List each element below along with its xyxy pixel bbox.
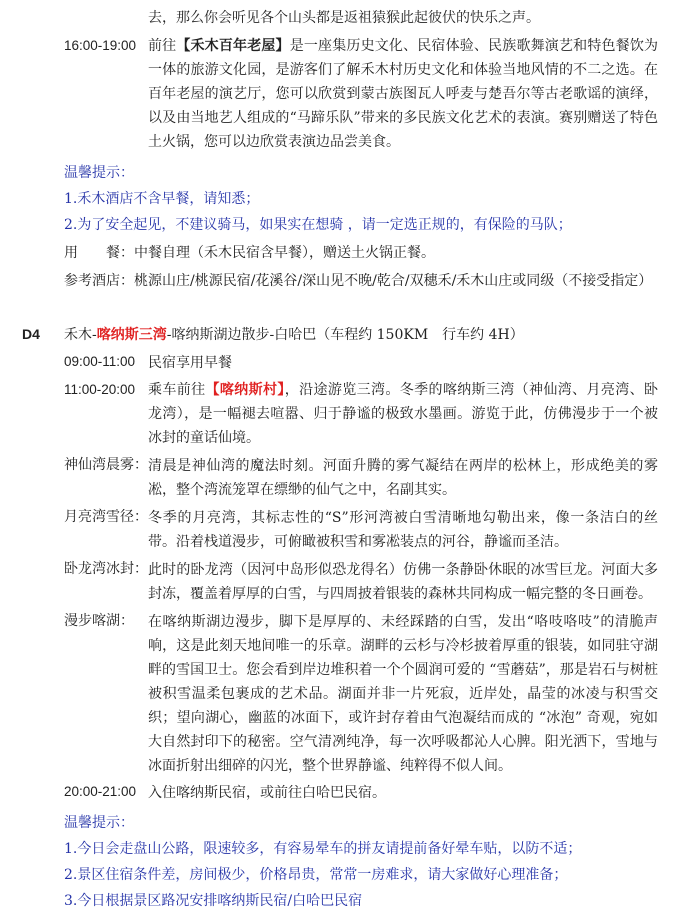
time-label: 11:00-20:00 — [64, 382, 136, 397]
spot-label: 月亮湾雪径： — [64, 509, 148, 525]
meal-label: 用 餐： — [64, 245, 134, 261]
itinerary-paragraph — [148, 34, 658, 154]
tip-item: 1.禾木酒店不含早餐，请知悉； — [64, 191, 260, 207]
para-post: 是一座集历史文化、民宿体验、民族歌舞演艺和特色餐饮为一体的旅游文化园，是游客们了解禾木村历史文化和体验当地风情的不二之选。在百年老屋的演艺厅，您可以欣赏到蒙古族图瓦人呼麦与楚吾尔等古老歌谣的演绎，以及由当地艺人组成的“马蹄乐队”带来的多民族文化艺术的表演。赛别赠送了特色土火锅，您可以边欣赏表演边品尝美食。 — [148, 38, 659, 150]
meal-text: 中餐自理（禾木民宿含早餐），赠送土火锅正餐。 — [134, 245, 435, 261]
hotel-text: 桃源山庄/桃源民宿/花溪谷/深山见不晚/乾合/双穗禾/禾木山庄或同级（不接受指定） — [134, 273, 653, 289]
tip-item: 2.景区住宿条件差，房间极少，价格昂贵，常常一房难求，请大家做好心理准备； — [64, 867, 568, 883]
para-pre: 前往 — [148, 38, 177, 54]
spot-label: 漫步喀湖： — [64, 613, 134, 629]
itinerary-paragraph — [148, 378, 658, 450]
day-route — [64, 324, 524, 344]
route-highlight: 喀纳斯三湾 — [96, 327, 167, 343]
schedule-text: 民宿享用早餐 — [148, 355, 232, 371]
tips-title: 温馨提示： — [64, 165, 134, 181]
spot-text: 在喀纳斯湖边漫步，脚下是厚厚的、未经踩踏的白雪，发出“咯吱咯吱”的清脆声响，这是此刻天地间唯一的乐章。湖畔的云杉与冷杉披着厚重的银装，如同驻守湖畔的雪国卫士。您会看到岸边堆积着一个个圆润可爱的 “雪蘑菇”，那是岩石与树桩被积雪温柔包裹成的艺术品。湖面并非一片死寂，近岸处，晶莹的冰凌与积雪交织；望向湖心，幽蓝的冰面下，或许封存着由气泡凝结而成的 “冰泡” 奇观，宛如大自然封印下的秘密。空气清冽纯净，每一次呼吸都沁人心脾。阳光洒下，雪地与冰面折射出细碎的闪光，整个世界静谧、纯粹得不似人间。 — [148, 614, 658, 774]
time-label: 09:00-11:00 — [64, 354, 136, 369]
spot-text: 冬季的月亮湾，其标志性的“S”形河湾被白雪清晰地勾勒出来，像一条洁白的丝带。沿着栈道漫步，可俯瞰被积雪和雾凇装点的河谷，静谧而圣洁。 — [148, 510, 658, 550]
tips-title: 温馨提示： — [64, 815, 134, 831]
day-label: D4 — [22, 326, 40, 342]
time-label: 20:00-21:00 — [64, 784, 137, 799]
highlight-venue: 【禾木百年老屋】 — [176, 38, 290, 54]
tip-item: 2.为了安全起见，不建议骑马，如果实在想骑 ，请一定选正规的，有保险的马队； — [64, 217, 572, 233]
spot-text: 清晨是神仙湾的魔法时刻。河面升腾的雾气凝结在两岸的松林上，形成绝美的雾凇，整个湾流笼罩在缥缈的仙气之中，名副其实。 — [148, 458, 658, 498]
route-pre: 禾木- — [64, 327, 97, 343]
text-line: 去，那么你会听见各个山头都是返祖猿猴此起彼伏的快乐之声。 — [148, 10, 540, 26]
time-label: 16:00-19:00 — [64, 38, 137, 53]
tip-item: 3.今日根据景区路况安排喀纳斯民宿/白哈巴民宿 — [64, 893, 363, 909]
highlight-village: 【喀纳斯村】 — [205, 382, 285, 398]
spot-label: 卧龙湾冰封： — [64, 561, 148, 577]
tip-item: 1.今日会走盘山公路，限速较多，有容易晕车的拼友请提前备好晕车贴，以防不适； — [64, 841, 582, 857]
route-post: -喀纳斯湖边散步-白哈巴（车程约 150KM 行车约 4H） — [166, 327, 524, 343]
para-pre: 乘车前往 — [148, 382, 206, 398]
para-post: ，沿途游览三湾。冬季的喀纳斯三湾（神仙湾、月亮湾、卧龙湾），是一幅褪去喧嚣、归于静谧的极致水墨画。游览于此，仿佛漫步于一个被冰封的童话仙境。 — [148, 382, 659, 446]
hotel-label: 参考酒店： — [64, 273, 134, 289]
schedule-text: 入住喀纳斯民宿，或前往白哈巴民宿。 — [148, 785, 386, 801]
spot-label: 神仙湾晨雾： — [64, 457, 148, 473]
spot-text: 此时的卧龙湾（因河中岛形似恐龙得名）仿佛一条静卧休眠的冰雪巨龙。河面大多封冻，覆盖着厚厚的白雪，与四周披着银装的森林共同构成一幅完整的冬日画卷。 — [148, 562, 658, 602]
